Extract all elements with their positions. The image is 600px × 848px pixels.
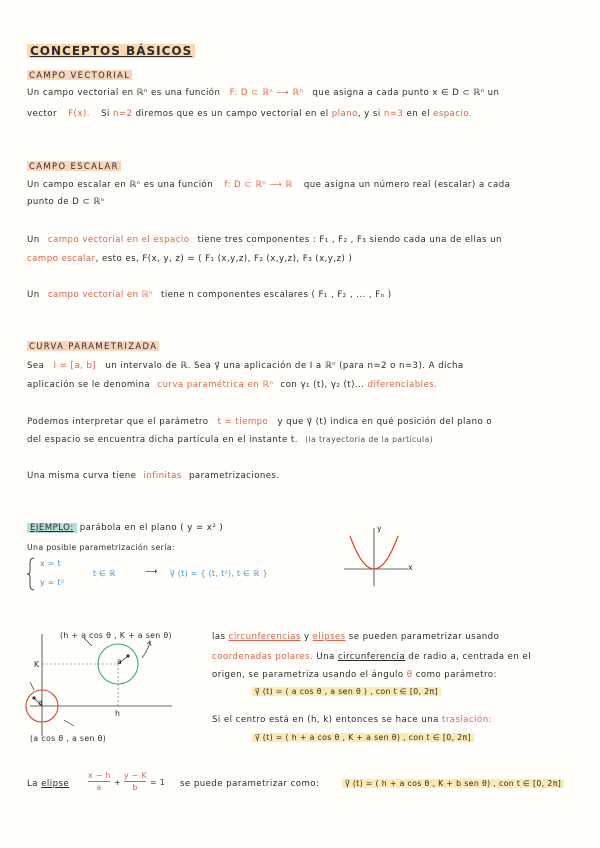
cv-line-1: Un campo vectorial en ℝⁿ es una función F: D ⊂ ℝⁿ ⟶ ℝⁿ que asigna a cada punto x ∈ D ⊂ ℝⁿ un [27, 88, 500, 98]
elipse-frac-1: x − h a [88, 771, 111, 792]
ce-components-line-2: campo escalar, esto es, F(x, y, z) = ( F₁ (x,y,z), F₂ (x,y,z), F₃ (x,y,z) ) [27, 254, 353, 264]
elipse-eq: = 1 [150, 778, 166, 787]
elipse-formula: γ⃗ (t) = ( h + a cos θ , K + b sen θ) , con t ∈ [0, 2π] [342, 779, 564, 788]
circle-k-label: K [34, 660, 40, 669]
elipse-frac-2: y − K b [124, 771, 147, 792]
ce-line-1: Un campo escalar en ℝⁿ es una función f: D ⊂ ℝⁿ ⟶ ℝ que asigna un número real (escalar) a cada [27, 180, 511, 190]
curva-line-5: Una misma curva tiene infinitas parametrizaciones. [27, 471, 280, 481]
eq-y: y = t² [40, 578, 65, 587]
section-heading-curva: CURVA PARAMETRIZADA [29, 341, 158, 351]
parabola-x-label: x [408, 563, 413, 572]
cv-line-2: vector F(x). Si n=2 diremos que es un campo vectorial en el plano, y si n=3 en el espacio. [27, 109, 473, 119]
circle-label-top: (h + a cos θ , K + a sen θ) [60, 631, 172, 640]
circ-text-3: origen, se parametriza usando el ángulo θ como parámetro: [212, 670, 497, 680]
curva-line-3: Podemos interpretar que el parámetro t = tiempo y que γ⃗ (t) indica en qué posición del plano o [27, 417, 493, 427]
ce-n-components: Un campo vectorial en ℝⁿ tiene n componentes escalares ( F₁ , F₂ , ... , Fₙ ) [27, 290, 392, 300]
circ-text-5: Si el centro está en (h, k) entonces se hace una traslación: [212, 715, 492, 725]
curva-line-4: del espacio se encuentra dicha partícula en el instante t. (la trayectoria de la partícula) [27, 435, 433, 445]
elipse-plus: + [114, 778, 121, 787]
parabola-y-label: y [377, 524, 382, 533]
circle-a-label: a [117, 657, 123, 666]
ce-line-2: punto de D ⊂ ℝⁿ [27, 197, 105, 207]
page-title: CONCEPTOS BÁSICOS [27, 44, 195, 58]
elipse-text: se puede parametrizar como: [180, 779, 320, 789]
curva-line-2: aplicación se le denomina curva paramétrica en ℝⁿ con γ₁ (t), γ₂ (t)... diferenciables. [27, 380, 438, 390]
section-heading-campo-escalar: CAMPO ESCALAR [29, 161, 119, 171]
ejemplo-arrow: ⟶ [145, 567, 158, 577]
circle-a-label-origin: a [38, 698, 44, 707]
system-brace [27, 557, 35, 591]
curva-line-1: Sea I = [a, b] un intervalo de ℝ. Sea γ⃗ una aplicación de I a ℝⁿ (para n=2 o n=3). A dicha [27, 361, 464, 371]
circle-diagram [24, 628, 184, 740]
eq-x: x = t [40, 559, 61, 568]
circ-text-1: las circunferencias y elipses se pueden parametrizar usando [212, 632, 500, 642]
circle-label-bottom: (a cos θ , a sen θ) [30, 734, 107, 743]
ce-components-line-1: Un campo vectorial en el espacio tiene tres componentes : F₁ , F₂ , F₃ siendo cada una de ellas un [27, 235, 502, 245]
circ-text-2: coordenadas polares. Una circunferencia de radio a, centrada en el [212, 652, 532, 662]
circ-formula-1: γ⃗ (t) = ( a cos θ , a sen θ ) , con t ∈ [0, 2π] [252, 687, 441, 696]
circle-h-label: h [115, 709, 121, 718]
t-in-r: t ∈ ℝ [93, 569, 116, 578]
section-heading-campo-vectorial: CAMPO VECTORIAL [29, 70, 131, 80]
ejemplo-heading: EJEMPLO: parábola en el plano ( y = x² ) [27, 523, 223, 533]
ejemplo-result: γ⃗ (t) = { (t, t²), t ∈ ℝ } [170, 569, 268, 578]
circ-formula-2: γ⃗ (t) = ( h + a cos θ , K + a sen θ) , con t ∈ [0, 2π] [252, 733, 474, 742]
elipse-intro: La elipse [27, 779, 70, 789]
ejemplo-posible: Una posible parametrización sería: [27, 543, 175, 552]
